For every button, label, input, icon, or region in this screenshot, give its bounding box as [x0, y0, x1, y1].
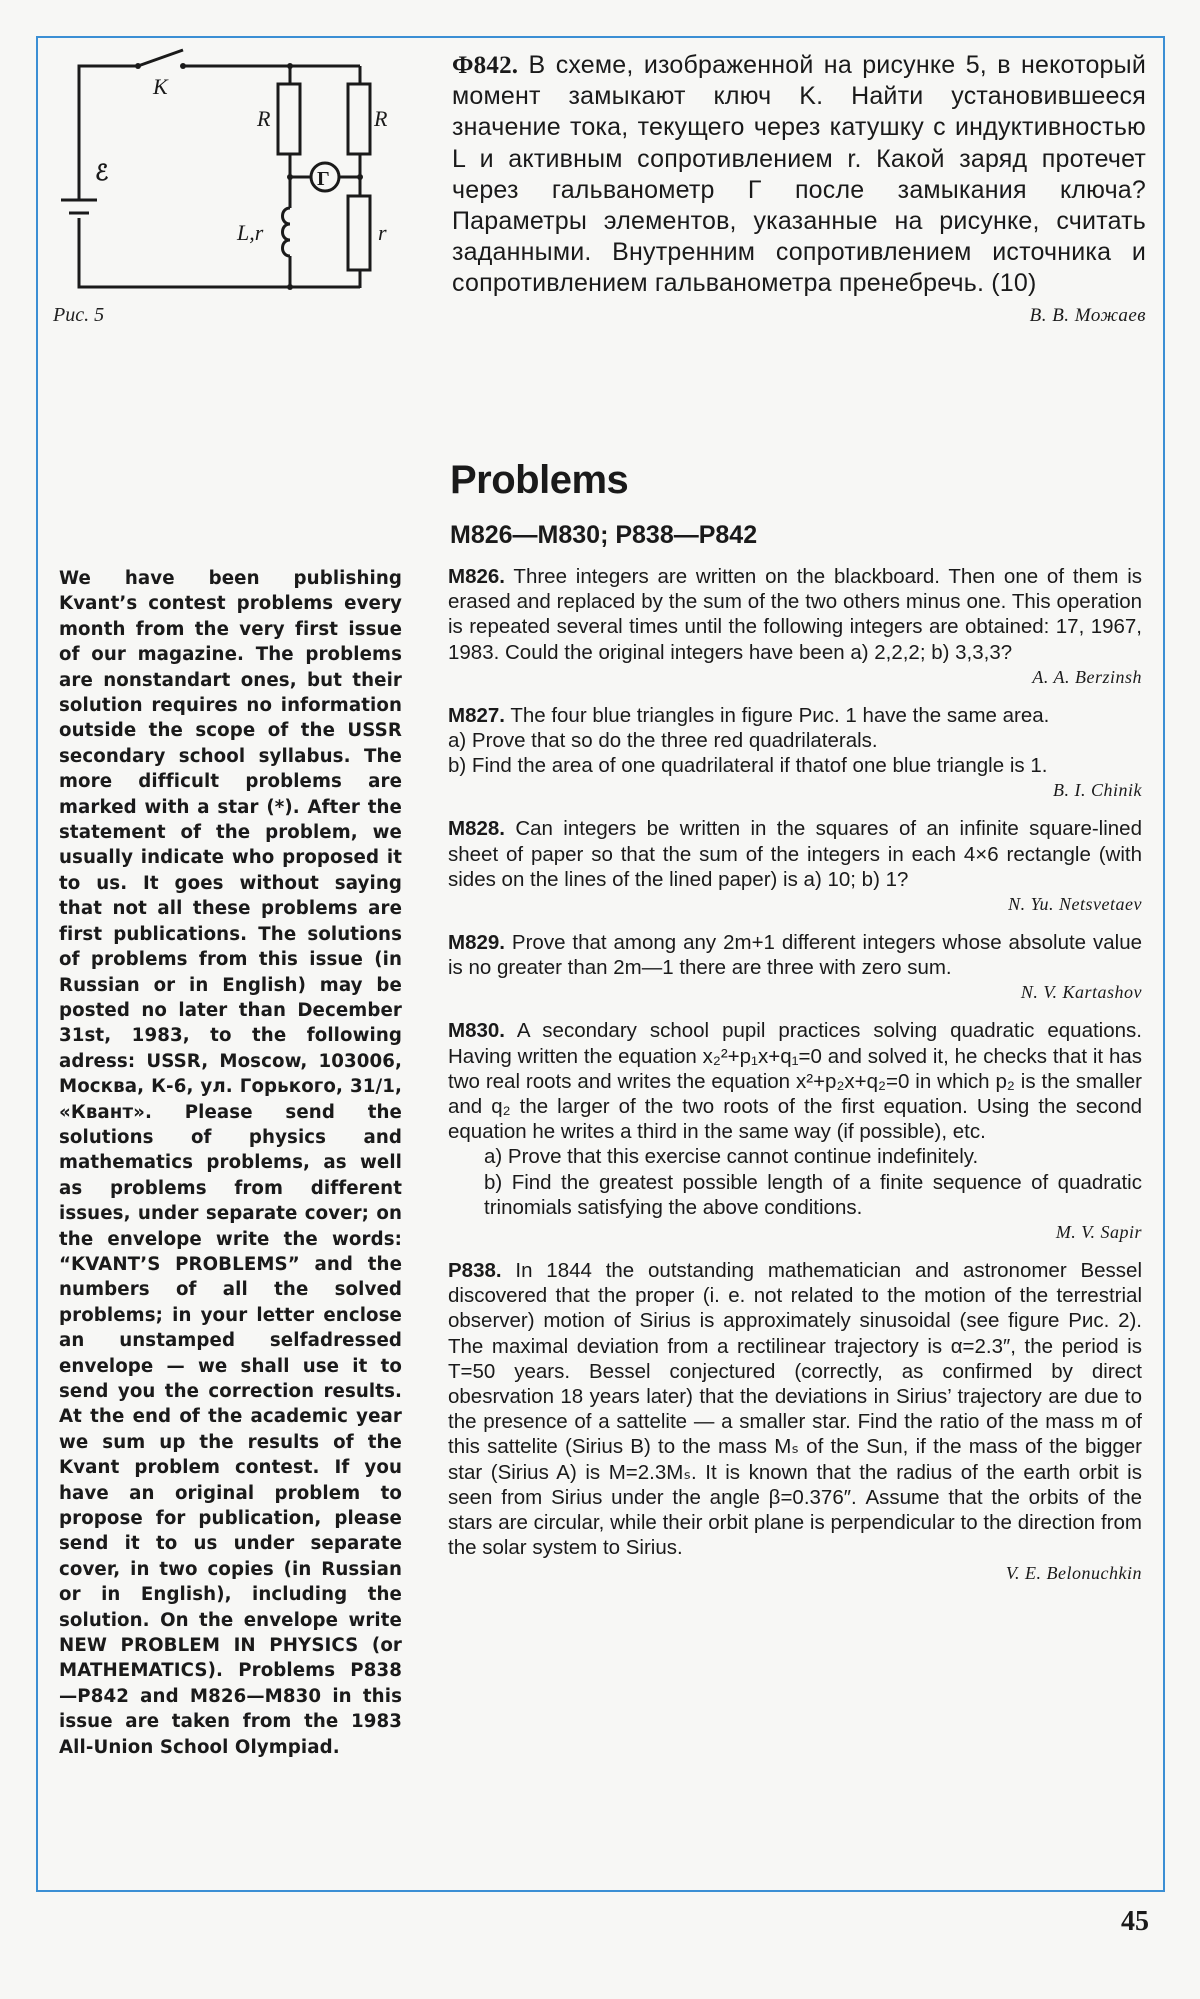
- label-resistor-top-right: R: [374, 106, 388, 131]
- problem-text: Can integers be written in the squares of an infinite square-lined sheet of paper so that the sum of the integers in each 4×6 rectangle (with sides on the lines of the lined paper) is a) 10; b) 1?: [448, 817, 1142, 891]
- problem-part-a: a) Prove that so do the three red quadrilaterals.: [448, 729, 878, 753]
- problem-number: M830.: [448, 1019, 505, 1043]
- problem-author: В. В. Можаев: [1029, 304, 1146, 326]
- problem-m827: [448, 703, 1142, 803]
- problem-number: M827.: [448, 703, 505, 727]
- problem-m828: [448, 816, 1142, 916]
- problem-author: V. E. Belonuchkin: [1005, 1562, 1142, 1583]
- page-number: 45: [1121, 1906, 1149, 1937]
- problem-part-b: b) Find the greatest possible length of a finite sequence of quadratic trinomials satisfying the above conditions.: [484, 1170, 1142, 1219]
- section-title: Problems: [450, 458, 629, 502]
- problem-part-b: b) Find the area of one quadrilateral if thatof one blue triangle is 1.: [448, 754, 1048, 778]
- section-subtitle: M826—M830; P838—P842: [450, 521, 758, 549]
- problems-list: [448, 564, 1142, 1599]
- figure-caption: Рис. 5: [53, 304, 105, 326]
- problem-text: Three integers are written on the blackboard. Then one of them is erased and replaced by the sum of the two others minus one. This operation is repeated several times until the following integers are obtained: 17, 1967, 1983. Could the original integers have been a) 2,2,2; b) 3,3,3?: [448, 565, 1142, 664]
- problem-number: M828.: [448, 817, 505, 841]
- problem-author: A. A. Berzinsh: [1032, 666, 1142, 687]
- problem-m826: [448, 564, 1142, 689]
- label-emf: ℰ: [95, 160, 109, 185]
- problem-number: Ф842.: [452, 52, 519, 79]
- problem-number: M829.: [448, 931, 505, 955]
- problem-text: В схеме, изображенной на рисунке 5, в некоторый момент замыкают ключ K. Найти установившееся значение тока, текущего через катушку с индуктивностью L и активным сопротивлением r. Какой заряд протечет через гальванометр Г после замыкания ключа? Параметры элементов, указанные на рисунке, считать заданными. Внутренним сопротивлением источника и сопротивлением гальванометра пренебречь. (10): [452, 51, 1146, 298]
- problem-part-a: a) Prove that this exercise cannot continue indefinitely.: [484, 1145, 979, 1169]
- problem-author: M. V. Sapir: [1055, 1222, 1142, 1243]
- sidebar-intro-text: We have been publishing Kvant’s contest problems every month from the very first issue of our magazine. The problems are nonstandart ones, but their solution requires no information outside the scope of the USSR secondary school syllabus. The more difficult problems are marked with a star (*). After the statement of the problem, we usually indicate who proposed it to us. It goes without saying that not all these problems are first publications. The solutions of problems from this issue (in Russian or in English) may be posted no later than December 31st, 1983, to the following adress: USSR, Moscow, 103006, Москва, К-6, ул. Горького, 31/1, «Квант». Please send the solutions of physics and mathematics problems, as well as problems from different issues, under separate cover; on the envelope write the words: “KVANT’S PROBLEMS” and the numbers of all the solved problems; in your letter enclose an unstamped selfadressed envelope — we shall use it to send you the correction results. At the end of the academic year we sum up the results of the Kvant problem contest. If you have an original problem to propose for publication, please send it to us under separate cover, in two copies (in Russian or in English), including the solution. On the envelope write NEW PROBLEM IN PHYSICS (or MATHEMATICS). Problems P838—P842 and M826—M830 in this issue are taken from the 1983 All-Union School Olympiad.: [59, 568, 402, 1758]
- problem-text: In 1844 the outstanding mathematician and astronomer Bessel discovered that the proper (i. e. not related to the motion of the terrestrial observer) motion of Sirius is approximately sinusoidal (see figure Рис. 2). The maximal deviation from a rectilinear trajectory is α=2.3″, the period is T=50 years. Bessel conjectured (correctly, as confirmed by direct obesrvation 18 years later) that the deviations in Sirius’ trajectory are due to the presence of a sattelite — a smaller star. Find the ratio of the mass m of this sattelite (Sirius B) to the mass Mₛ of the Sun, if the mass of the bigger star (Sirius A) is M=2.3Mₛ. It is known that the radius of the earth orbit is seen from Sirius under the angle β=0.376″. Assume that the orbits of the stars are circular, while their orbit plane is perpendicular to the direction from the solar system to Sirius.: [448, 1259, 1142, 1560]
- label-resistor-top-left: R: [257, 106, 271, 131]
- label-switch: K: [153, 74, 168, 99]
- problem-text: The four blue triangles in figure Рис. 1 have the same area.: [510, 703, 1050, 727]
- problem-text: Prove that among any 2m+1 different integers whose absolute value is no greater than 2m—1 there are three with zero sum.: [448, 931, 1142, 980]
- label-inductor: L,r: [237, 220, 264, 245]
- problem-author: N. V. Kartashov: [1020, 982, 1142, 1003]
- problem-number: M826.: [448, 565, 505, 588]
- problem-m830: [448, 1018, 1142, 1244]
- problem-number: P838.: [448, 1259, 502, 1283]
- label-galvanometer: Г: [317, 168, 330, 190]
- problem-m829: [448, 930, 1142, 1004]
- circuit-diagram: [45, 40, 415, 290]
- problem-author: B. I. Chinik: [1053, 780, 1142, 801]
- problem-p838: [448, 1258, 1142, 1584]
- problem-text: A secondary school pupil practices solving quadratic equations. Having written the equation x₂²+p₁x+q₁=0 and solved it, he checks that it has two real roots and writes the equation x²+p₂x+q₂=0 in which p₂ is the smaller and q₂ the larger of the two roots of the first equation. Using the second equation he writes a third in the same way (if possible), etc.: [448, 1019, 1142, 1144]
- problem-author: N. Yu. Netsvetaev: [1008, 894, 1142, 915]
- label-resistor-bottom-right: r: [378, 220, 387, 245]
- russian-problem-f842: [452, 50, 1146, 328]
